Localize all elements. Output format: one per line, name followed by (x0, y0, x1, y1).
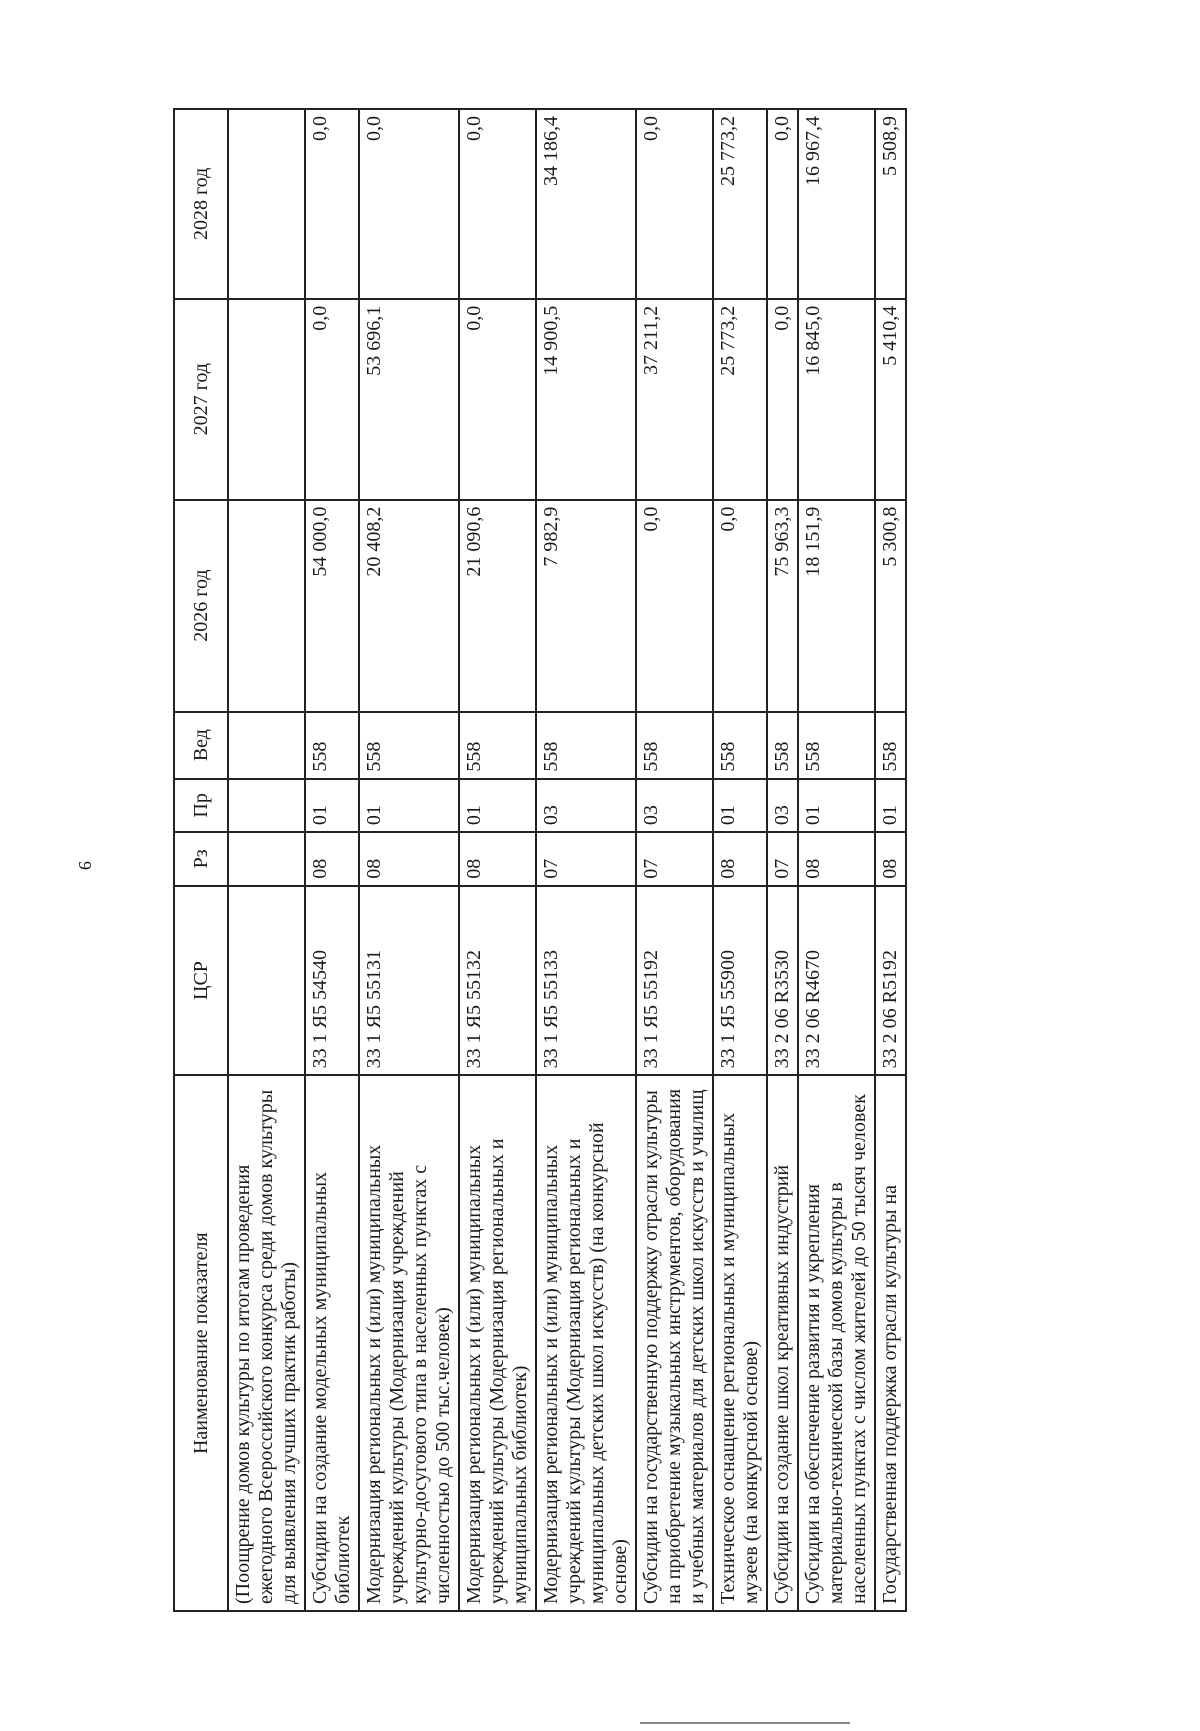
cell-2028: 0,0 (636, 109, 713, 299)
cell-csr: 33 1 Я5 55900 (713, 886, 767, 1076)
cell-2027: 53 696,1 (359, 299, 459, 500)
cell-pr: 01 (798, 779, 875, 833)
cell-pr: 01 (305, 779, 359, 833)
cell-ved: 558 (875, 712, 906, 779)
cell-pr (228, 779, 305, 833)
cell-2028: 0,0 (767, 109, 798, 299)
cell-csr: 33 2 06 R4670 (798, 886, 875, 1076)
cell-rz: 08 (359, 832, 459, 886)
cell-pr: 01 (459, 779, 536, 833)
cell-name: (Поощрение домов культуры по итогам проведения ежегодного Всероссийского конкурса среди домов культуры для выявления лучших практик работы) (228, 1075, 305, 1611)
cell-2027: 16 845,0 (798, 299, 875, 500)
table-row (798, 109, 875, 1611)
table-row (459, 109, 536, 1611)
header-2027: 2027 год (174, 299, 228, 500)
cell-2027: 14 900,5 (536, 299, 636, 500)
cell-rz (228, 832, 305, 886)
header-ved: Вед (174, 712, 228, 779)
header-2028: 2028 год (174, 109, 228, 299)
cell-ved: 558 (536, 712, 636, 779)
cell-name: Государственная поддержка отрасли культуры на (875, 1075, 906, 1611)
cell-ved: 558 (636, 712, 713, 779)
header-pr: Пр (174, 779, 228, 833)
cell-name: Субсидии на обеспечение развития и укрепления материально-технической базы домов культуры в населенных пунктах с числом жителей до 50 тысяч человек (798, 1075, 875, 1611)
cell-ved: 558 (459, 712, 536, 779)
cell-csr: 33 1 Я5 55192 (636, 886, 713, 1076)
page-edge-divider (640, 1722, 850, 1724)
cell-2026: 20 408,2 (359, 500, 459, 712)
cell-ved: 558 (767, 712, 798, 779)
cell-2028: 0,0 (305, 109, 359, 299)
cell-2026: 7 982,9 (536, 500, 636, 712)
cell-name: Модернизация региональных и (или) муниципальных учреждений культуры (Модернизация региональных и муниципальных библиотек) (459, 1075, 536, 1611)
table-row (228, 109, 305, 1611)
cell-rz: 08 (305, 832, 359, 886)
cell-csr: 33 1 Я5 54540 (305, 886, 359, 1076)
table-row (636, 109, 713, 1611)
cell-2027: 25 773,2 (713, 299, 767, 500)
cell-2028: 25 773,2 (713, 109, 767, 299)
cell-2027: 0,0 (459, 299, 536, 500)
cell-2026 (228, 500, 305, 712)
cell-rz: 08 (798, 832, 875, 886)
cell-pr: 03 (767, 779, 798, 833)
cell-csr: 33 1 Я5 55131 (359, 886, 459, 1076)
cell-name: Модернизация региональных и (или) муниципальных учреждений культуры (Модернизация региональных и муниципальных детских школ искусств) (на конкурсной основе) (536, 1075, 636, 1611)
header-csr: ЦСР (174, 886, 228, 1076)
cell-2028: 0,0 (359, 109, 459, 299)
header-rz: Рз (174, 832, 228, 886)
cell-2026: 75 963,3 (767, 500, 798, 712)
cell-2028: 0,0 (459, 109, 536, 299)
cell-name: Субсидии на создание школ креативных индустрий (767, 1075, 798, 1611)
cell-pr: 03 (636, 779, 713, 833)
cell-2027: 5 410,4 (875, 299, 906, 500)
cell-2027: 0,0 (305, 299, 359, 500)
cell-ved: 558 (305, 712, 359, 779)
cell-rz: 07 (636, 832, 713, 886)
cell-ved: 558 (713, 712, 767, 779)
cell-2027: 37 211,2 (636, 299, 713, 500)
header-row (174, 109, 228, 1611)
cell-ved: 558 (359, 712, 459, 779)
header-2026: 2026 год (174, 500, 228, 712)
cell-2028 (228, 109, 305, 299)
table-row (305, 109, 359, 1611)
table-row (713, 109, 767, 1611)
cell-name: Модернизация региональных и (или) муниципальных учреждений культуры (Модернизация учреждений культурно-досугового типа в населенных пунктах с численностью до 500 тыс.человек) (359, 1075, 459, 1611)
cell-pr: 01 (359, 779, 459, 833)
cell-name: Субсидии на создание модельных муниципальных библиотек (305, 1075, 359, 1611)
table-row (767, 109, 798, 1611)
table-row (536, 109, 636, 1611)
cell-csr: 33 2 06 R3530 (767, 886, 798, 1076)
table-row (875, 109, 906, 1611)
cell-2026: 21 090,6 (459, 500, 536, 712)
cell-2026: 0,0 (713, 500, 767, 712)
cell-2026: 0,0 (636, 500, 713, 712)
cell-name: Техническое оснащение региональных и муниципальных музеев (на конкурсной основе) (713, 1075, 767, 1611)
page-number: 9 (75, 861, 95, 870)
cell-pr: 03 (536, 779, 636, 833)
cell-ved: 558 (798, 712, 875, 779)
cell-2027: 0,0 (767, 299, 798, 500)
cell-rz: 08 (713, 832, 767, 886)
cell-2026: 18 151,9 (798, 500, 875, 712)
cell-csr: 33 1 Я5 55133 (536, 886, 636, 1076)
table-row (359, 109, 459, 1611)
cell-csr (228, 886, 305, 1076)
rotated-table-container (173, 108, 1173, 1612)
cell-2028: 5 508,9 (875, 109, 906, 299)
cell-2026: 5 300,8 (875, 500, 906, 712)
budget-table (173, 108, 907, 1612)
cell-name: Субсидии на государственную поддержку отрасли культуры на приобретение музыкальных инструментов, оборудования и учебных материалов для детских школ искусств и училищ (636, 1075, 713, 1611)
header-name: Наименование показателя (174, 1075, 228, 1611)
cell-pr: 01 (713, 779, 767, 833)
cell-csr: 33 1 Я5 55132 (459, 886, 536, 1076)
cell-ved (228, 712, 305, 779)
cell-pr: 01 (875, 779, 906, 833)
cell-rz: 08 (875, 832, 906, 886)
cell-rz: 07 (536, 832, 636, 886)
cell-2026: 54 000,0 (305, 500, 359, 712)
cell-2027 (228, 299, 305, 500)
cell-2028: 34 186,4 (536, 109, 636, 299)
cell-rz: 08 (459, 832, 536, 886)
cell-2028: 16 967,4 (798, 109, 875, 299)
cell-csr: 33 2 06 R5192 (875, 886, 906, 1076)
cell-rz: 07 (767, 832, 798, 886)
